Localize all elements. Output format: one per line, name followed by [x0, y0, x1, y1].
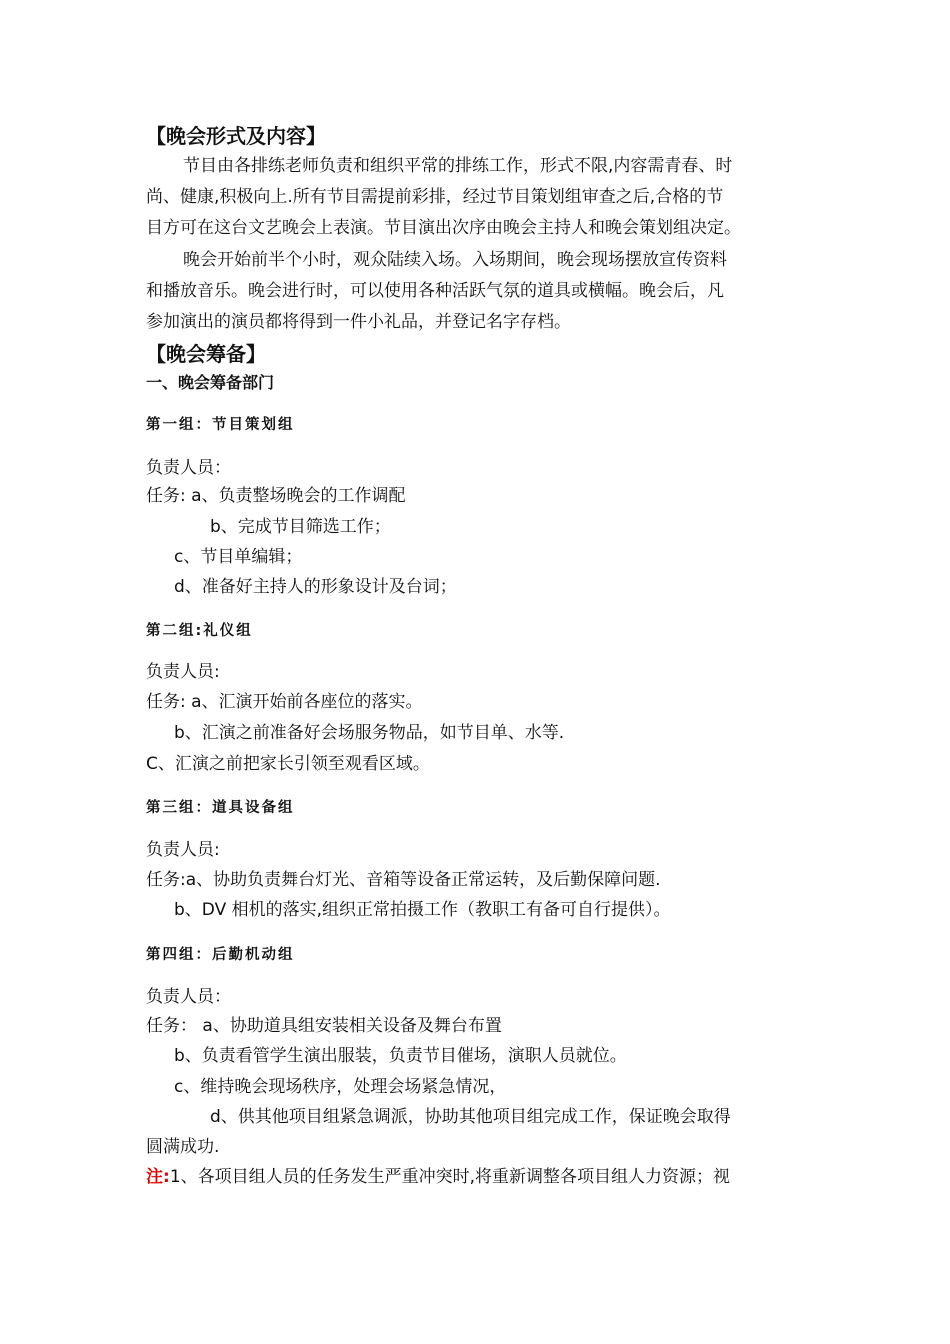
group-task: 任务: a、汇演开始前各座位的落实。: [146, 692, 423, 712]
section-heading-preparation: 【晚会筹备】: [146, 342, 266, 366]
paragraph-line: 尚、健康,积极向上.所有节目需提前彩排，经过节目策划组审查之后,合格的节: [146, 187, 724, 207]
group-task: b、完成节目筛选工作；: [210, 517, 391, 537]
group-title: 第三组：道具设备组: [146, 800, 295, 816]
paragraph-line: 节目由各排练老师负责和组织平常的排练工作，形式不限,内容需青春、时: [183, 156, 733, 176]
group-staff: 负责人员：: [146, 458, 231, 478]
group-task: 任务:a、协助负责舞台灯光、音箱等设备正常运转，及后勤保障问题.: [146, 870, 661, 890]
group-title: 第四组：后勤机动组: [146, 947, 295, 963]
section-heading-format: 【晚会形式及内容】: [146, 124, 326, 148]
note-line: [146, 1167, 730, 1187]
group-task: d、准备好主持人的形象设计及台词；: [174, 577, 457, 597]
group-task: c、维持晚会现场秩序，处理会场紧急情况，: [174, 1077, 507, 1097]
paragraph-line: 和播放音乐。晚会进行时，可以使用各种活跃气氛的道具或横幅。晚会后，凡: [146, 281, 724, 301]
group-task: C、汇演之前把家长引领至观看区域。: [146, 754, 430, 774]
paragraph-line: 参加演出的演员都将得到一件小礼品，并登记名字存档。: [146, 312, 571, 332]
group-task: 任务： a、协助道具组安装相关设备及舞台布置: [146, 1016, 502, 1036]
group-task: 圆满成功.: [146, 1137, 220, 1157]
group-staff: 负责人员:: [146, 840, 220, 860]
paragraph-line: 晚会开始前半个小时，观众陆续入场。入场期间，晚会现场摆放宣传资料: [183, 250, 727, 270]
group-staff: 负责人员：: [146, 987, 231, 1007]
group-task: d、供其他项目组紧急调派，协助其他项目组完成工作，保证晚会取得: [210, 1107, 731, 1127]
group-task: 任务: a、负责整场晚会的工作调配: [146, 486, 406, 506]
group-title: 第一组：节目策划组: [146, 417, 295, 433]
group-task: b、DV 相机的落实,组织正常拍摄工作（教职工有备可自行提供）。: [174, 900, 671, 920]
group-task: c、节目单编辑；: [174, 547, 303, 567]
subsection-heading: 一、晚会筹备部门: [146, 373, 275, 392]
group-task: b、负责看管学生演出服装，负责节目催场，演职人员就位。: [174, 1046, 627, 1066]
group-title: 第二组:礼仪组: [146, 623, 253, 639]
group-task: b、汇演之前准备好会场服务物品，如节目单、水等.: [174, 723, 565, 743]
group-staff: 负责人员:: [146, 662, 220, 682]
note-text: 1、各项目组人员的任务发生严重冲突时,将重新调整各项目组人力资源；视: [169, 1167, 731, 1187]
paragraph-line: 目方可在这台文艺晚会上表演。节目演出次序由晚会主持人和晚会策划组决定。: [146, 218, 741, 238]
note-label: 注:: [146, 1167, 170, 1187]
